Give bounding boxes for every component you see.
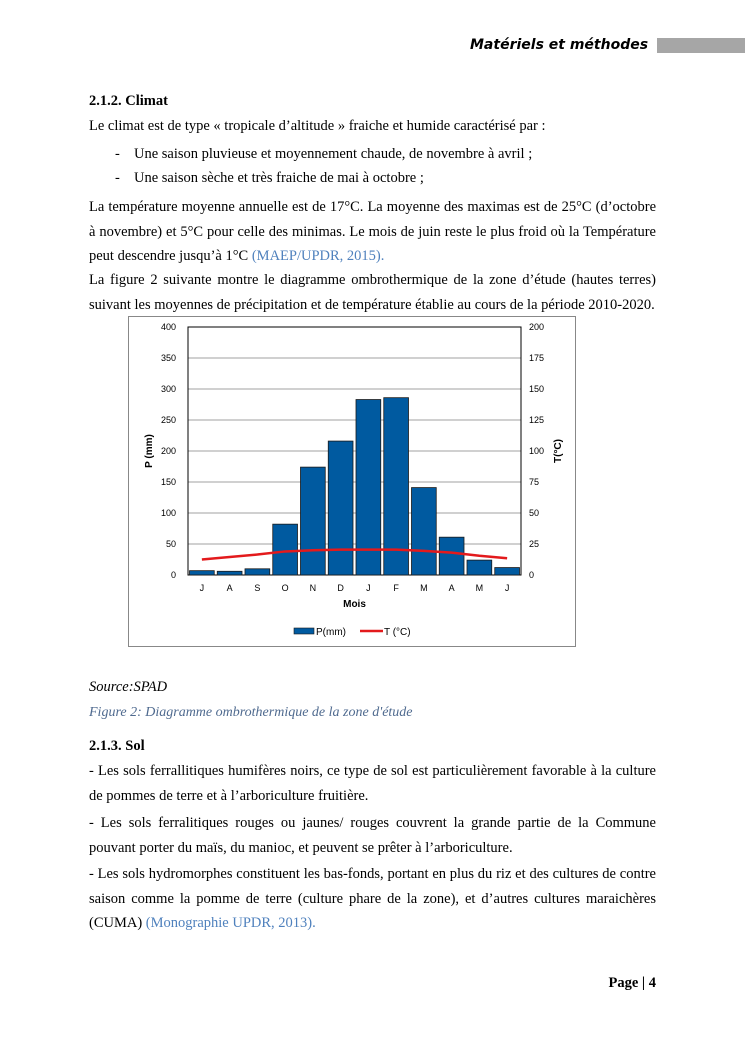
bullet-item: - Une saison sèche et très fraiche de mai à octobre ; [115, 170, 424, 186]
legend-label-precip: P(mm) [316, 627, 346, 638]
bar-precip [190, 571, 215, 575]
x-tick-label: D [337, 583, 344, 593]
y2-tick-label: 125 [529, 415, 545, 425]
y-tick-label: 150 [160, 477, 176, 487]
section-heading-climat: 2.1.2. Climat [89, 93, 168, 109]
x-tick-label: A [448, 583, 455, 593]
reference-link[interactable]: (MAEP/UPDR, 2015). [251, 248, 385, 264]
x-tick-label: M [475, 583, 484, 593]
climat-paragraph-1: La température moyenne annuelle est de 17°C. La moyenne des maximas est de 25°C (d’octobre à novembre) et 5°C pour celle des minimas. Le mois de juin reste le plus froid où la Température peut descendre jusqu’à 1°C (MAEP/UPDR, 2015). [89, 199, 656, 264]
figure-caption: Figure 2: Diagramme ombrothermique de la zone d'étude [89, 705, 413, 720]
x-tick-label: J [504, 583, 510, 593]
bar-precip [328, 441, 353, 575]
x-tick-label: N [309, 583, 317, 593]
x-tick-label: M [420, 583, 428, 593]
y2-tick-label: 150 [529, 384, 545, 394]
climat-intro: Le climat est de type « tropicale d’altitude » fraiche et humide caractérisé par : [89, 118, 546, 134]
y-tick-label: 100 [160, 508, 176, 518]
x-tick-label: S [254, 583, 261, 593]
y2-tick-label: 50 [529, 508, 540, 518]
y-tick-label: 0 [170, 570, 176, 580]
legend-swatch-precip [294, 628, 314, 634]
y2-tick-label: 200 [529, 322, 545, 332]
y2-tick-label: 175 [529, 353, 545, 363]
x-axis-label: Mois [343, 599, 366, 610]
y-tick-label: 200 [160, 446, 176, 456]
bar-precip [301, 467, 326, 575]
page-number: Page | 4 [608, 975, 656, 991]
figure-source: Source:SPAD [89, 679, 168, 695]
y2-tick-label: 0 [529, 570, 535, 580]
header-bar [657, 38, 745, 53]
climat-paragraph-2: La figure 2 suivante montre le diagramme ombrothermique de la zone d’étude (hautes terres) suivant les moyennes de précipitation et de température établie au cours de la période 2010-2020. [89, 272, 656, 313]
bullet-item: - Une saison pluvieuse et moyennement chaude, de novembre à avril ; [115, 146, 533, 162]
y-tick-label: 300 [160, 384, 176, 394]
section-heading-sol: 2.1.3. Sol [89, 738, 145, 754]
chart-svg [129, 317, 575, 646]
bar-precip [467, 560, 492, 575]
reference-link[interactable]: (Monographie UPDR, 2013). [145, 915, 316, 931]
y2-axis-label: T(°C) [553, 439, 564, 463]
bar-precip [495, 568, 520, 575]
sol-paragraph-1: - Les sols ferrallitiques humifères noirs, ce type de sol est particulièrement favorable à la culture de pommes de terre et à l’arboriculture fruitière. [89, 763, 656, 804]
x-tick-label: O [281, 583, 289, 593]
bar-precip [245, 569, 270, 575]
ombrothermic-chart [128, 316, 576, 647]
x-tick-label: J [366, 583, 371, 593]
y2-tick-label: 75 [529, 477, 540, 487]
x-tick-label: F [393, 583, 399, 593]
legend-label-temp: T (°C) [384, 627, 411, 638]
bar-precip [273, 524, 298, 575]
y-tick-label: 400 [160, 322, 176, 332]
y-tick-label: 350 [160, 353, 176, 363]
sol-paragraph-2: - Les sols ferralitiques rouges ou jaunes/ rouges couvrent la grande partie de la Commune pouvant porter du maïs, du manioc, et peuvent se prêter à l’arboriculture. [89, 815, 656, 856]
running-header: Matériels et méthodes [470, 37, 649, 53]
y2-tick-label: 100 [529, 446, 545, 456]
bar-precip [412, 488, 437, 575]
y-tick-label: 250 [160, 415, 176, 425]
x-tick-label: A [226, 583, 233, 593]
bar-precip [439, 537, 464, 575]
y-tick-label: 50 [165, 539, 176, 549]
sol-paragraph-3: - Les sols hydromorphes constituent les bas-fonds, portant en plus du riz et des cultures de contre saison comme la pomme de terre (culture phare de la zone), et d’autres cultures maraichères (CUMA) (Monographie UPDR, 2013). [89, 866, 656, 931]
x-tick-label: J [199, 583, 205, 593]
y-axis-label: P (mm) [144, 434, 155, 468]
y2-tick-label: 25 [529, 539, 540, 549]
bar-precip [217, 571, 242, 575]
